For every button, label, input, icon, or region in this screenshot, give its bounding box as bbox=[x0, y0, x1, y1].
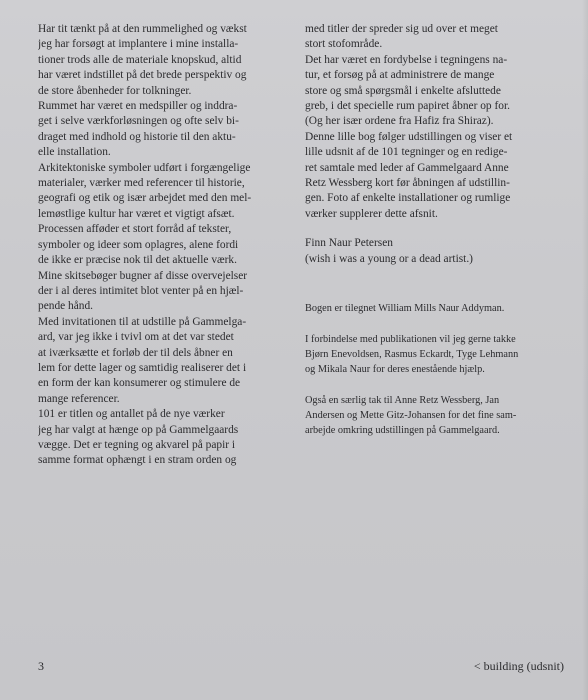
text-line: Med invitationen til at udstille på Gammelga- bbox=[38, 315, 247, 328]
text-line: stort stofområde. bbox=[305, 38, 383, 51]
text-line: greb, i det specielle rum papiret åbner op for. bbox=[305, 100, 510, 113]
text-line: pende hånd. bbox=[38, 300, 94, 313]
text-line: Også en særlig tak til Anne Retz Wessberg, Jan bbox=[305, 395, 500, 407]
text-line: har været indstillet på det brede perspektiv og bbox=[38, 69, 247, 82]
text-line: materialer, værker med referencer til historie, bbox=[38, 177, 245, 190]
text-line: og Mikala Naur for deres enestående hjælp. bbox=[305, 364, 485, 376]
text-line: arbejde omkring udstillingen på Gammelgaard. bbox=[305, 425, 500, 437]
text-line: gen. Foto af enkelte installationer og rumlige bbox=[305, 192, 511, 205]
text-line: Mine skitsebøger bugner af disse overvejelser bbox=[38, 269, 248, 282]
text-line: de store åbenheder for tolkninger. bbox=[38, 84, 192, 97]
text-line: mange referencer. bbox=[38, 392, 120, 405]
text-line: lille udsnit af de 101 tegninger og en redige- bbox=[305, 146, 508, 159]
text-line: symboler og ideer som oplagres, alene fordi bbox=[38, 238, 239, 251]
text-line: I forbindelse med publikationen vil jeg gerne takke bbox=[305, 334, 516, 346]
acknowledgements-2-lines bbox=[305, 393, 567, 438]
text-line: vægge. Det er tegning og akvarel på papir i bbox=[38, 438, 236, 451]
text-line: at iværksætte et forløb der til dels åbner en bbox=[38, 346, 233, 359]
text-line: get i selve værkforløsningen og ofte selv bi- bbox=[38, 115, 239, 128]
text-line: 101 er titlen og antallet på de nye værker bbox=[38, 408, 225, 421]
left-text-column bbox=[38, 22, 300, 469]
text-line: lem for dette lager og samtidig realiserer det i bbox=[38, 361, 247, 374]
text-line: tur, et forsøg på at administrere de mange bbox=[305, 69, 495, 82]
text-line: Processen afføder et stort forråd af tekster, bbox=[38, 223, 232, 236]
text-line: Retz Wessberg kort før åbningen af udstillin- bbox=[305, 177, 510, 190]
text-line: Arkitektoniske symboler udført i forgængelige bbox=[38, 161, 251, 174]
text-line: geografi og etik og især arbejdet med den mel- bbox=[38, 192, 252, 205]
text-line: elle installation. bbox=[38, 146, 111, 159]
text-line: tioner trods alle de materiale knopskud, altid bbox=[38, 53, 242, 66]
signature-note: (wish i was a young or a dead artist.) bbox=[305, 252, 473, 265]
text-line: Bjørn Enevoldsen, Rasmus Eckardt, Tyge Lehmann bbox=[305, 349, 519, 361]
text-line: de ikke er præcise nok til det aktuelle værk. bbox=[38, 254, 237, 267]
text-line: jeg har forsøgt at implantere i mine installa- bbox=[38, 38, 239, 51]
acknowledgements-1-lines bbox=[305, 332, 567, 377]
right-text-column bbox=[305, 22, 567, 438]
text-line: lemøstlige kultur har været et vigtigt afsæt. bbox=[38, 207, 235, 220]
signature-block bbox=[305, 236, 567, 267]
text-line: ard, var jeg ikke i tvivl om at det var stedet bbox=[38, 331, 234, 344]
acknowledgements-1 bbox=[305, 332, 567, 377]
text-line: Bogen er tilegnet William Mills Naur Addyman. bbox=[305, 303, 505, 315]
text-line: jeg har valgt at hænge op på Gammelgaards bbox=[38, 423, 239, 436]
text-line: Har tit tænkt på at den rummelighed og vækst bbox=[38, 23, 247, 35]
text-line: en form der kan konsumerer og stimulere de bbox=[38, 377, 241, 390]
text-line: samme format ophængt i en stram orden og bbox=[38, 454, 237, 467]
signature-name: Finn Naur Petersen bbox=[305, 237, 393, 250]
page-edge-shadow bbox=[582, 0, 588, 700]
text-line: (Og her især ordene fra Hafiz fra Shiraz). bbox=[305, 115, 494, 128]
text-line: draget med indhold og historie til den aktu- bbox=[38, 130, 236, 143]
text-line: ret samtale med leder af Gammelgaard Anne bbox=[305, 161, 509, 174]
text-line: Det har været en fordybelse i tegningens na- bbox=[305, 53, 508, 66]
text-line: med titler der spreder sig ud over et meget bbox=[305, 23, 498, 35]
text-line: Andersen og Mette Gitz-Johansen for det fine sam- bbox=[305, 410, 517, 422]
text-line: værker supplerer dette afsnit. bbox=[305, 207, 438, 220]
text-line: der i al deres intimitet blot venter på en hjæl- bbox=[38, 284, 244, 297]
left-column-lines bbox=[38, 22, 300, 469]
dedication bbox=[305, 301, 567, 316]
text-line: Denne lille bog følger udstillingen og viser et bbox=[305, 130, 513, 143]
page-number: 3 bbox=[38, 659, 44, 673]
text-line: store og små spørgsmål i enkelte afsluttede bbox=[305, 84, 501, 97]
dedication-lines bbox=[305, 301, 567, 316]
acknowledgements-2 bbox=[305, 393, 567, 438]
text-line: Rummet har været en medspiller og inddra- bbox=[38, 100, 238, 113]
right-column-lines bbox=[305, 22, 567, 222]
section-label: < building (udsnit) bbox=[473, 659, 564, 673]
